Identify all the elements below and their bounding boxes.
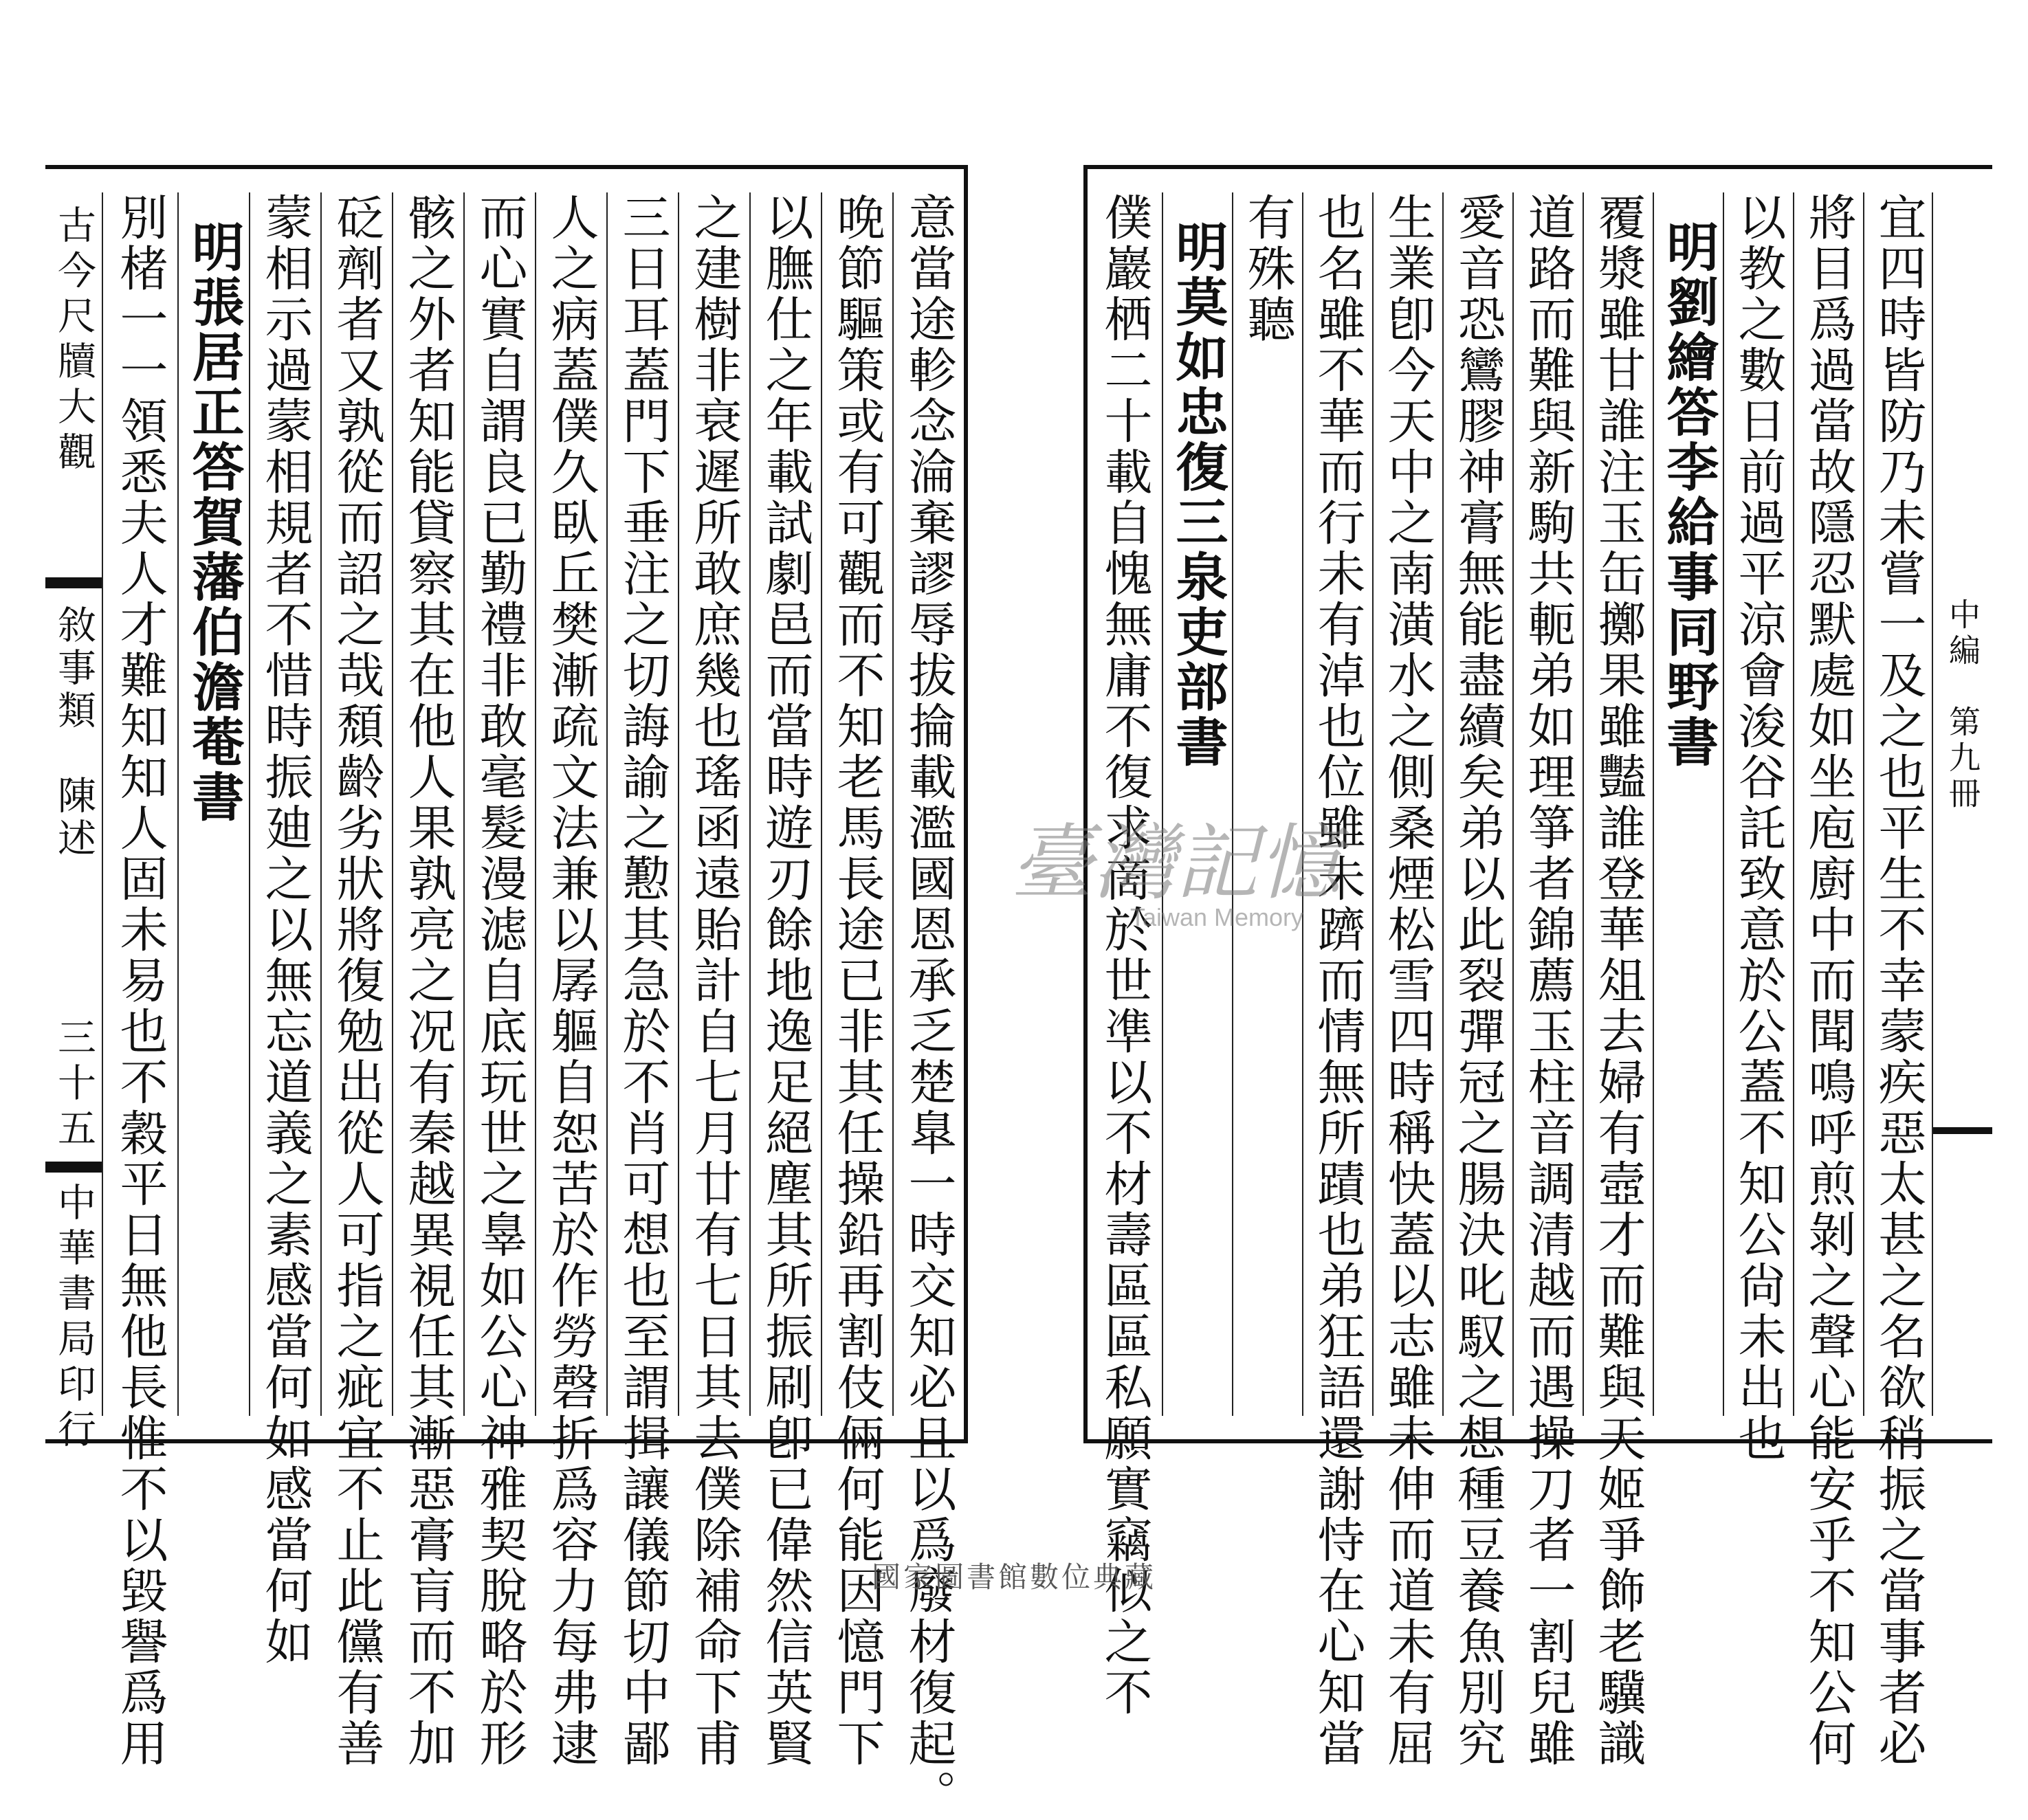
text-column-12: 別楮一一領悉夫人才難知知人固未易也不穀平日無他長惟不以毀譽爲用 <box>102 192 177 1416</box>
text-column-6: 人之病蓋僕久臥丘樊漸疏文法兼以孱軀自恕苦於作勞磬折爲容力每弗逮 <box>535 192 606 1416</box>
text-column-1: 意當途軫念淪棄謬辱拔掄載濫國恩承乏楚臯一時交知必且以爲廢材復起。 <box>892 192 964 1416</box>
category-cell <box>45 605 102 861</box>
volume-label: 中編 <box>1944 598 1981 669</box>
publisher-cell <box>45 1182 102 1454</box>
letter-title: 明張居正答賀藩伯澹菴書 <box>177 192 249 1416</box>
text-column-6: 道路而難與新駒共軛弟如理箏者錦薦玉柱音調清越而遇操刀者一割兒雖 <box>1512 192 1583 1416</box>
text-column-3: 以教之數日前過平涼會浚谷託致意於公蓋不知公尙未出也 <box>1723 192 1793 1416</box>
letter-title: 明劉繪答李給事同野書 <box>1653 192 1723 1416</box>
text-column-5: 三日耳蓋門下垂注之切誨諭之懃其急於不肖可想也至謂揖讓儀節切中鄙 <box>606 192 678 1416</box>
letter-title: 明莫如忠復三泉吏部書 <box>1162 192 1232 1416</box>
text-column-7: 愛音恐鸞膠神膏無能盡續矣弟以此裂彈冠之腸決叱馭之想種豆養魚別究 <box>1442 192 1512 1416</box>
watermark-subtext: Taiwan Memory <box>1129 903 1304 931</box>
text-column-8: 骸之外者知能貸察其在他人果孰亮之况有秦越異視任其漸惡膏肓而不加 <box>392 192 463 1416</box>
page-number: 三十五 <box>52 1017 96 1153</box>
side-bar <box>1933 1127 1992 1134</box>
margin-bar-top <box>45 577 102 588</box>
chapter-tag: 陳述 <box>52 775 96 861</box>
footer-credit: 國家圖書館數位典藏 <box>871 1560 1156 1594</box>
text-column-5: 覆漿雖甘誰注玉缶擲果雖豔誰登華俎去婦有壼才而難與天姬爭飾老驥識 <box>1583 192 1653 1416</box>
text-column-10: 蒙相示過蒙相規者不惜時振廸之以無忘道義之素感當何如感當何如 <box>249 192 320 1416</box>
watermark <box>1011 797 1341 932</box>
text-column-4: 之建樹非衰遲所敢庶幾也瑤函遠貽計自七月廿有七日其去僕除補命下甫 <box>678 192 749 1416</box>
text-column-8: 生業卽今天中之南潢水之側桑煙松雪四時稱快蓋以志雖未伸而道未有屈 <box>1372 192 1442 1416</box>
text-column-1: 宜四時皆防乃未嘗一及之也平生不幸蒙疾惡太甚之名欲稍振之當事者必 <box>1863 192 1933 1416</box>
margin-bar-bottom <box>45 1162 102 1173</box>
text-column-9: 也名雖不華而行未有淖也位雖未躋而情無所蹟也弟狂語還謝恃在心知當 <box>1302 192 1372 1416</box>
page-number-cell <box>45 1017 102 1153</box>
volume-side-strip <box>1932 192 1992 1416</box>
text-column-7: 而心實自謂良已勤禮非敢毫髮漫滤自底玩世之辠如公心神雅契脫略於形 <box>463 192 535 1416</box>
book-title: 古今尺牘大觀 <box>52 205 96 477</box>
text-column-12: 僕巖栖二十載自愧無庸不復求啇於世凖以不材壽區區私願實竊似之不 <box>1096 192 1153 1718</box>
category-label: 敘事類 <box>52 605 96 733</box>
book-title-cell <box>45 205 102 477</box>
text-column-2: 將目爲過當故隱忍默處如坐庖廚中而聞鳴呼煎剝之聲心能安乎不知公何 <box>1793 192 1863 1416</box>
book-margin-strip <box>45 192 103 1454</box>
publisher: 中華書局印行 <box>52 1182 96 1454</box>
watermark-text: 臺灣記憶 <box>1011 816 1341 911</box>
volume-number: 第九冊 <box>1944 705 1981 812</box>
left-page <box>45 165 968 1820</box>
text-column-3: 以膴仕之年載試劇邑而當時遊刃餘地逸足絕塵其所振刷卽已偉然信英賢 <box>749 192 821 1416</box>
volume-label-cell <box>1933 598 1992 812</box>
text-column-10: 有殊聽 <box>1232 192 1302 1416</box>
text-column-2: 晚節驅策或有可觀而不知老馬長途已非其任操鉛再割伎倆何能因憶門下 <box>821 192 892 1416</box>
text-column-9: 砭劑者又孰從而詔之哉頹齡劣狀將復勉出從人可指之疵宜不止此儻有善 <box>320 192 392 1416</box>
